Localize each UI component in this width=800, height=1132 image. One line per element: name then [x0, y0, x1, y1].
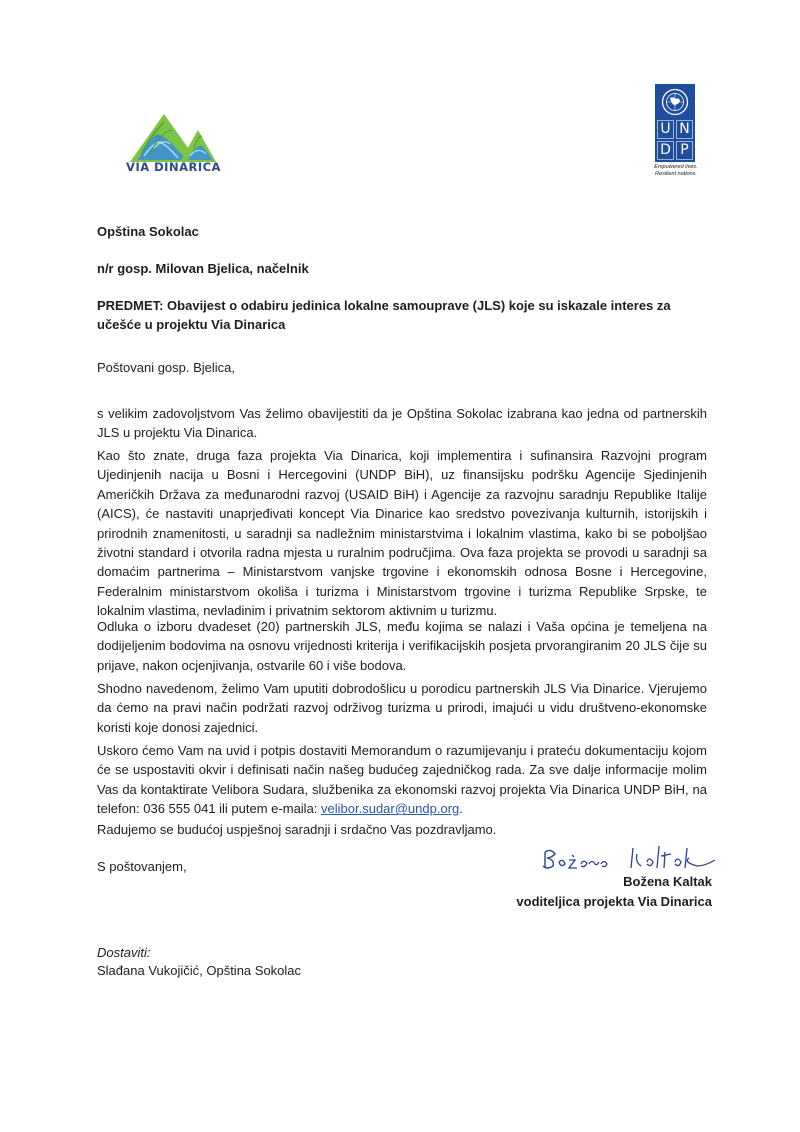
undp-letter-d: D	[657, 141, 674, 160]
undp-logo	[655, 84, 695, 162]
handwritten-signature	[537, 842, 727, 876]
body-paragraph-2: Kao što znate, druga faza projekta Via Dinarica, koji implementira i sufinansira Razvojni program Ujedinjenih nacija u Bosni i Hercegovini (UNDP BiH), uz finansijsku podršku Agencije Sjedinjenih Američkih Država za međunarodni razvoj (USAID BiH) i Agencije za razvojnu saradnju Republike Italije (AICS), će nastaviti unaprjeđivati koncept Via Dinarice kao sredstvo povezivanja kulturnih, istorijskih i prirodnih znamenitosti, u saradnji sa nadležnim ministarstvima i lokalnim vlastima, kako bi se poboljšao životni standard i otvorila radna mjesta u ruralnim područjima. Ova faza projekta se provodi u saradnji sa domaćim partnerima – Ministarstvom vanjske trgovine i ekonomskih odnosa Bosne i Hercegovine, Federalnim ministarstvom okoliša i turizma i Ministarstvom trgovine i turizma Republike Srpske, te lokalnim vlastima, nevladinim i privatnim sektorom aktivnim u turizmu.	[97, 448, 707, 619]
via-dinarica-logo-text: VIA DINARICA	[126, 160, 221, 174]
recipient-attention: n/r gosp. Milovan Bjelica, načelnik	[97, 261, 309, 276]
undp-letter-p: P	[676, 141, 693, 160]
contact-text-end: .	[459, 801, 463, 817]
email-link[interactable]: velibor.sudar@undp.org	[321, 801, 460, 817]
undp-tagline	[646, 164, 706, 178]
closing-line: Radujemo se budućoj uspješnoj saradnji i srdačno Vas pozdravljamo.	[97, 822, 497, 837]
subject-line: PREDMET: Obavijest o odabiru jedinica lokalne samouprave (JLS) koje su iskazale interes za učešće u projektu Via Dinarica	[97, 298, 671, 333]
signatory-name: Božena Kaltak	[623, 874, 712, 889]
body-paragraph-1: s velikim zadovoljstvom Vas želimo obavijestiti da je Opština Sokolac izabrana kao jedna od partnerskih JLS u projektu Via Dinarica.	[97, 406, 707, 441]
closing-salutation: S poštovanjem,	[97, 859, 187, 874]
contact-text: Uskoro ćemo Vam na uvid i potpis dostaviti Memorandum o razumijevanju i prateću dokumentaciju kojom će se uspostaviti okvir i definisati način našeg budućeg zajedničkog rada. Za sve dalje informacije molim Vas da kontaktirate Velibora Sudara, službenika za ekonomski razvoj projekta Via Dinarica UNDP BiH, na telefon: 036 555 041 ili putem e-maila:	[97, 743, 707, 817]
body-paragraph-contact	[97, 741, 707, 819]
signatory-title: voditeljica projekta Via Dinarica	[516, 894, 712, 909]
body-paragraph-4: Shodno navedenom, želimo Vam uputiti dobrodošlicu u porodicu partnerskih JLS Via Dinarice. Vjerujemo da ćemo na pravi način podržati razvoj održivog turizma u prirodi, imajući u vidu društveno-ekonomske koristi koje donosi zajednici.	[97, 681, 707, 735]
delivery-recipient: Slađana Vukojičić, Opština Sokolac	[97, 963, 302, 978]
recipient-organization: Opština Sokolac	[97, 224, 199, 239]
undp-letter-n: N	[676, 120, 693, 139]
body-paragraph-3: Odluka o izboru dvadeset (20) partnerskih JLS, među kojima se nalazi i Vaša općina je temeljena na dodijeljenim bodovima na osnovu vrijednosti kriterija i verifikacijskih posjeta prvorangiranim 20 JLS čije su prijave, nakon ocjenjivanja, ostvarile 60 i više bodova.	[97, 619, 707, 673]
salutation: Poštovani gosp. Bjelica,	[97, 360, 236, 375]
undp-tagline-line1: Empowered lives.	[654, 164, 698, 170]
mountains-icon	[124, 108, 220, 164]
un-emblem-icon	[661, 88, 689, 116]
undp-tagline-line2: Resilient nations.	[655, 171, 697, 177]
undp-letter-u: U	[657, 120, 674, 139]
delivery-label: Dostaviti:	[97, 945, 151, 960]
